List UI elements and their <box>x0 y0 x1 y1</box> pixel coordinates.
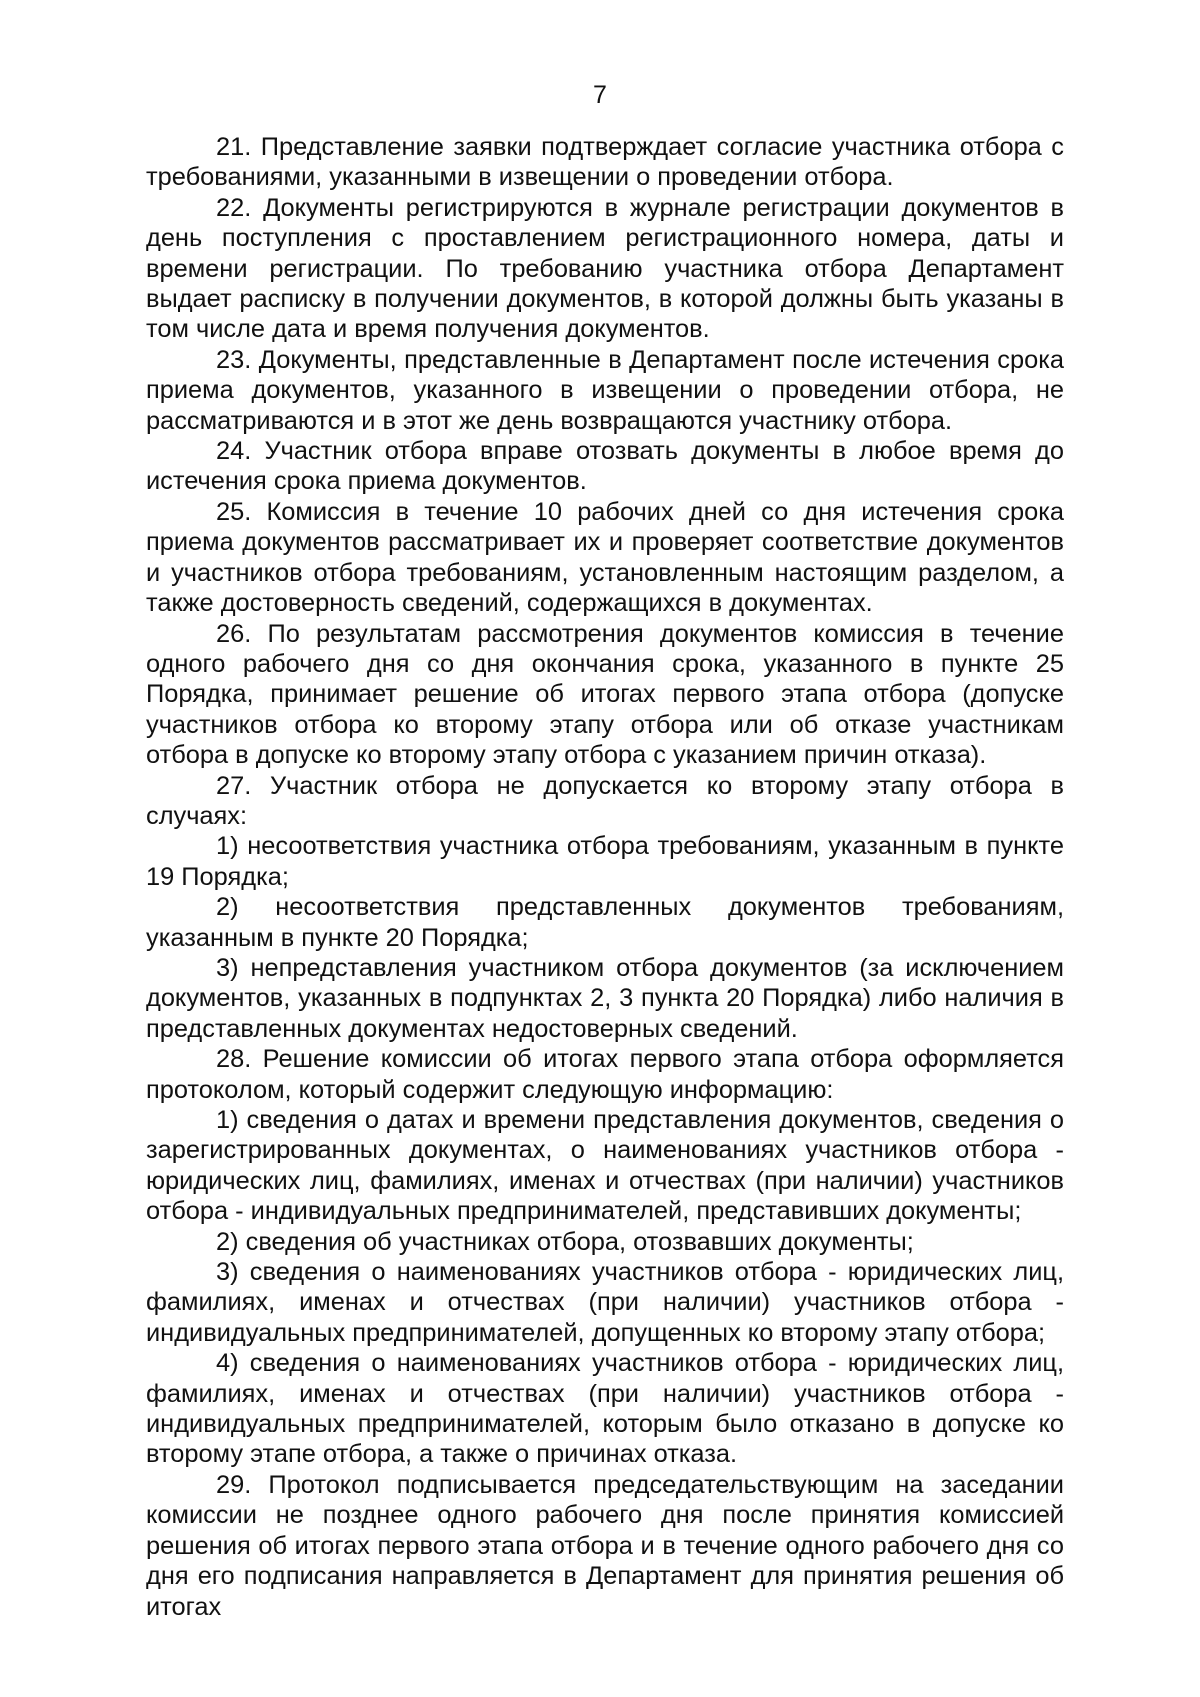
paragraph-22: 22. Документы регистрируются в журнале регистрации документов в день поступления с проставлением регистрационного номера, даты и времени регистрации. По требованию участника отбора Департамент выдает расписку в получении документов, в которой должны быть указаны в том числе дата и время получения документов. <box>146 193 1064 344</box>
paragraph-28-item-1: 1) сведения о датах и времени представления документов, сведения о зарегистрированных документах, о наименованиях участников отбора - юридических лиц, фамилиях, именах и отчествах (при наличии) участников отбора - индивидуальных предпринимателей, представивших документы; <box>146 1106 1064 1226</box>
paragraph-28-item-4: 4) сведения о наименованиях участников отбора - юридических лиц, фамилиях, именах и отчествах (при наличии) участников отбора - индивидуальных предпринимателей, которым было отказано в допуске ко второму этапе отбора, а также о причинах отказа. <box>146 1349 1064 1469</box>
paragraph-27-item-2: 2) несоответствия представленных документов требованиям, указанным в пункте 20 Порядка; <box>146 893 1064 952</box>
paragraph-24: 24. Участник отбора вправе отозвать документы в любое время до истечения срока приема документов. <box>146 437 1064 496</box>
paragraph-27-item-3: 3) непредставления участником отбора документов (за исключением документов, указанных в подпунктах 2, 3 пункта 20 Порядка) либо наличия в представленных документах недостоверных сведений. <box>146 953 1064 1043</box>
paragraph-27: 27. Участник отбора не допускается ко второму этапу отбора в случаях: <box>146 771 1064 830</box>
paragraph-26: 26. По результатам рассмотрения документов комиссия в течение одного рабочего дня со дня окончания срока, указанного в пункте 25 Порядка, принимает решение об итогах первого этапа отбора (допуске участников отбора ко второму этапу отбора или об отказе участникам отбора в допуске ко второму этапу отбора с указанием причин отказа). <box>146 619 1064 770</box>
paragraph-25: 25. Комиссия в течение 10 рабочих дней со дня истечения срока приема документов рассматривает их и проверяет соответствие документов и участников отбора требованиям, установленным настоящим разделом, а также достоверность сведений, содержащихся в документах. <box>146 497 1064 618</box>
page-number: 7 <box>593 81 607 109</box>
paragraph-27-item-1: 1) несоответствия участника отбора требованиям, указанным в пункте 19 Порядка; <box>146 832 1064 891</box>
paragraph-28-item-2: 2) сведения об участниках отбора, отозвавших документы; <box>216 1227 914 1256</box>
paragraph-23: 23. Документы, представленные в Департамент после истечения срока приема документов, указанного в извещении о проведении отбора, не рассматриваются и в этот же день возвращаются участнику отбора. <box>146 345 1064 435</box>
paragraph-21: 21. Представление заявки подтверждает согласие участника отбора с требованиями, указанными в извещении о проведении отбора. <box>146 133 1064 192</box>
paragraph-29: 29. Протокол подписывается председательствующим на заседании комиссии не позднее одного рабочего дня после принятия комиссией решения об итогах первого этапа отбора и в течение одного рабочего дня со дня его подписания направляется в Департамент для принятия решения об итогах <box>146 1470 1064 1621</box>
paragraph-28-item-3: 3) сведения о наименованиях участников отбора - юридических лиц, фамилиях, именах и отчествах (при наличии) участников отбора - индивидуальных предпринимателей, допущенных ко второму этапу отбора; <box>146 1258 1064 1347</box>
document-body <box>146 132 1064 1622</box>
paragraph-28: 28. Решение комиссии об итогах первого этапа отбора оформляется протоколом, который содержит следующую информацию: <box>146 1045 1064 1104</box>
